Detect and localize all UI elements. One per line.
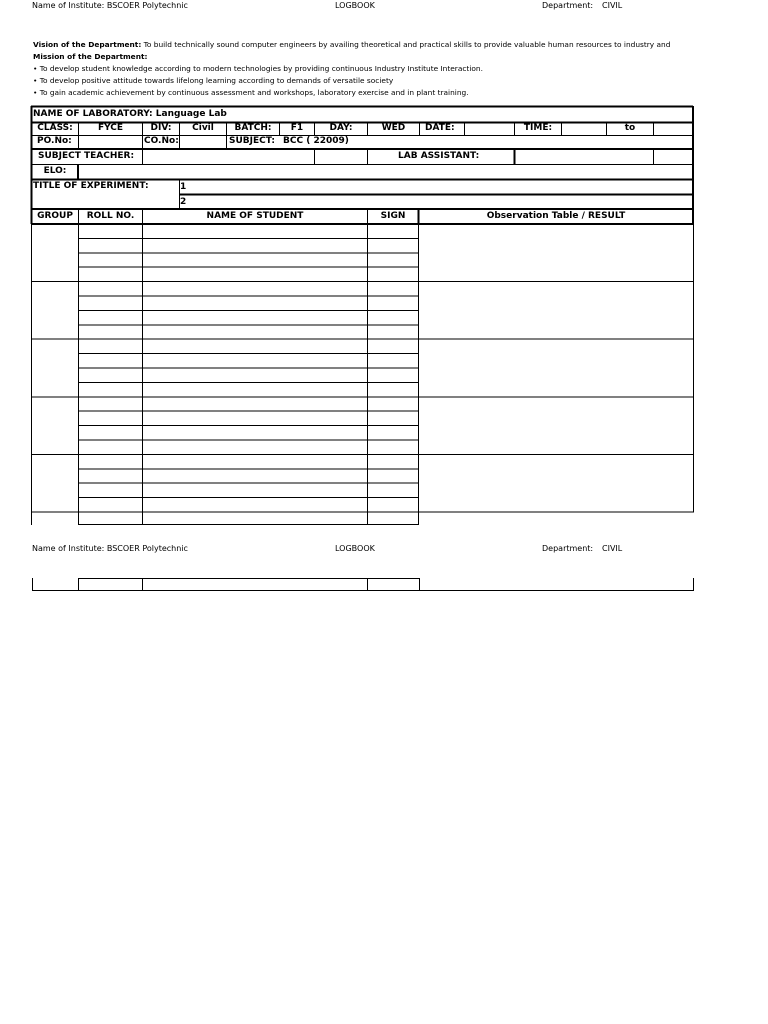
col-header-roll-no: ROLL NO. (86, 211, 135, 221)
date-label: DATE: (425, 123, 455, 133)
time-label: TIME: (523, 123, 553, 133)
lab-name: NAME OF LABORATORY: Language Lab (33, 109, 227, 119)
subject-value[interactable]: BCC ( 22009) (283, 136, 349, 146)
title-of-experiment-label: TITLE OF EXPERIMENT: (33, 181, 149, 191)
mission-item-2: • To develop positive attitude towards lifelong learning according to demands of versatile society (33, 76, 394, 85)
footer-department-label: Department: (542, 544, 594, 553)
vision-label: Vision of the Department: (33, 40, 142, 49)
time-to: to (624, 123, 636, 133)
department-value: CIVIL (602, 1, 623, 10)
div-value[interactable]: Civil (192, 123, 214, 133)
subject-teacher-label: SUBJECT TEACHER: (38, 151, 135, 161)
mission-label: Mission of the Department: (33, 52, 148, 61)
subject-label: SUBJECT: (229, 136, 275, 146)
div-label: DIV: (150, 123, 172, 133)
col-header-group: GROUP (37, 211, 73, 221)
footer-institute-name: Name of Institute: BSCOER Polytechnic (32, 544, 188, 553)
day-value[interactable]: WED (381, 123, 406, 133)
class-value[interactable]: FYCE (97, 123, 124, 133)
department-label: Department: (542, 1, 594, 10)
mission-item-1: • To develop student knowledge according to modern technologies by providing continuous Industry Institute Interaction. (33, 64, 483, 73)
co-label: CO.No: (144, 136, 179, 146)
mission-item-3: • To gain academic achievement by continuous assessment and workshops, laboratory exercise and in plant training. (33, 88, 469, 97)
institute-name: Name of Institute: BSCOER Polytechnic (32, 1, 188, 10)
po-label: PO.No: (37, 136, 72, 146)
footer-department-value: CIVIL (602, 544, 623, 553)
batch-value[interactable]: F1 (290, 123, 304, 133)
elo-label: ELO: (43, 166, 67, 176)
title-line-2[interactable]: 2 (180, 197, 187, 207)
batch-label: BATCH: (234, 123, 272, 133)
logbook-title: LOGBOOK (335, 1, 375, 10)
day-label: DAY: (329, 123, 353, 133)
title-line-1[interactable]: 1 (180, 182, 187, 192)
col-header-result: Observation Table / RESULT (486, 211, 626, 221)
col-header-name: NAME OF STUDENT (206, 211, 304, 221)
footer-logbook-title: LOGBOOK (335, 544, 375, 553)
lab-assistant-label: LAB ASSISTANT: (398, 151, 480, 161)
class-label: CLASS: (37, 123, 73, 133)
vision-text: To build technically sound computer engineers by availing theoretical and practical skills to provide valuable human resources to industry and (141, 40, 671, 49)
col-header-sign: SIGN (380, 211, 406, 221)
